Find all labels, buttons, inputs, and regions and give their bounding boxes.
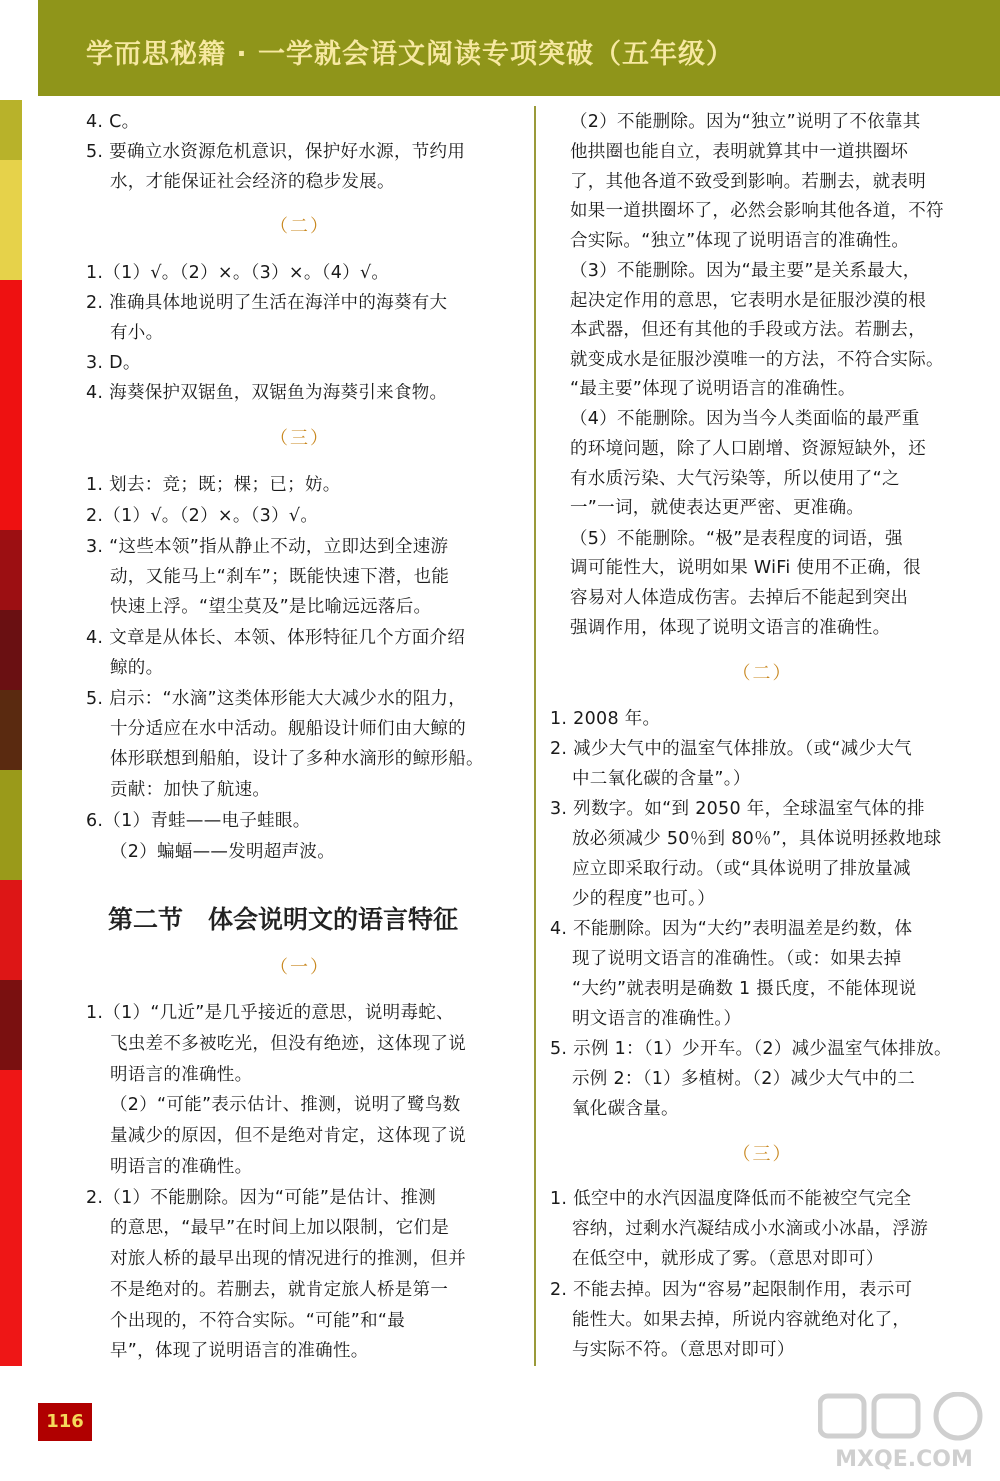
answer-line: 3. 列数字。如“到 2050 年，全球温室气体的排 — [550, 799, 925, 819]
answer-line: 明文语言的准确性。） — [572, 1009, 742, 1029]
answer-line: 体形联想到船舶，设计了多种水滴形的鲸形船。 — [110, 749, 484, 769]
answer-line: 明语言的准确性。 — [110, 1065, 253, 1085]
answer-line: 与实际不符。（意思对即可） — [572, 1340, 795, 1360]
answer-line: （3）不能删除。因为“最主要”是关系最大， — [570, 261, 921, 281]
svg-text:MXQE.COM: MXQE.COM — [835, 1447, 973, 1472]
answer-line: 1. 划去：竞；既；棵；已；妨。 — [86, 475, 341, 495]
answer-line: 明语言的准确性。 — [110, 1157, 253, 1177]
watermark-logo — [818, 1392, 990, 1472]
answer-line: （5）不能删除。“极”是表程度的词语，强 — [570, 529, 903, 549]
answer-line: 5. 要确立水资源危机意识，保护好水源，节约用 — [86, 142, 466, 162]
page-number: 116 — [38, 1403, 92, 1441]
answer-line: 早”，体现了说明语言的准确性。 — [110, 1341, 369, 1361]
answer-line: （2）蝙蝠——发明超声波。 — [110, 842, 336, 862]
answer-line: 了，其他各道不致受到影响。若删去，就表明 — [570, 172, 926, 192]
answer-line: 中二氧化碳的含量”。） — [572, 769, 751, 789]
answer-line: “最主要”体现了说明语言的准确性。 — [570, 379, 856, 399]
answer-line: 鲸的。 — [110, 658, 164, 678]
answer-line: 氧化碳含量。 — [572, 1099, 679, 1119]
answer-line: 调可能性大，说明如果 WiFi 使用不正确，很 — [570, 558, 921, 578]
answer-line: 合实际。“独立”体现了说明语言的准确性。 — [570, 231, 910, 251]
book-title: 学而思秘籍 · 一学就会语文阅读专项突破（五年级） — [86, 39, 735, 70]
answer-line: 1.（1）√。（2）×。（3）×。（4）√。 — [86, 263, 390, 283]
answer-line: 4. 海葵保护双锯鱼，双锯鱼为海葵引来食物。 — [86, 383, 448, 403]
answer-line: 1. 低空中的水汽因温度降低而不能被空气完全 — [550, 1189, 912, 1209]
answer-line: 动，又能马上“刹车”；既能快速下潜，也能 — [110, 567, 450, 587]
answer-line: 本武器，但还有其他的手段或方法。若删去， — [570, 320, 926, 340]
answer-line: 4. 不能删除。因为“大约”表明温差是约数，体 — [550, 919, 913, 939]
answer-line: 容纳，过剩水汽凝结成小水滴或小冰晶，浮游 — [572, 1219, 928, 1239]
answer-line: 快速上浮。“望尘莫及”是比喻远远落后。 — [110, 597, 432, 617]
answer-line: 起决定作用的意思，它表明水是征服沙漠的根 — [570, 291, 926, 311]
answer-line: 水，才能保证社会经济的稳步发展。 — [110, 172, 395, 192]
answer-line: “大约”就表明是确数 1 摄氏度，不能体现说 — [572, 979, 917, 999]
answer-line: 2. 不能去掉。因为“容易”起限制作用，表示可 — [550, 1280, 913, 1300]
answer-line: 在低空中，就形成了雾。（意思对即可） — [572, 1249, 884, 1269]
answer-line: 一”一词，就使表达更严密、更准确。 — [570, 498, 865, 518]
answer-line: 3. “这些本领”指从静止不动，立即达到全速游 — [86, 537, 449, 557]
section-label: （一） — [270, 957, 330, 978]
section-heading: 第二节 体会说明文的语言特征 — [108, 905, 459, 934]
answer-line: 有水质污染、大气污染等，所以使用了“之 — [570, 469, 900, 489]
answer-line: 5. 示例 1：（1）少开车。（2）减少温室气体排放。 — [550, 1039, 952, 1059]
answer-line: 2. 减少大气中的温室气体排放。（或“减少大气 — [550, 739, 912, 759]
answer-line: 1. 2008 年。 — [550, 709, 661, 729]
answer-line: （2）“可能”表示估计、推测，说明了鹭鸟数 — [110, 1095, 461, 1115]
answer-line: 2.（1）不能删除。因为“可能”是估计、推测 — [86, 1188, 437, 1208]
answer-line: 量减少的原因，但不是绝对肯定，这体现了说 — [110, 1126, 466, 1146]
answer-line: 对旅人桥的最早出现的情况进行的推测，但并 — [110, 1249, 466, 1269]
answer-line: 容易对人体造成伤害。去掉后不能起到突出 — [570, 588, 909, 608]
answer-line: 十分适应在水中活动。舰船设计师们由大鲸的 — [110, 719, 466, 739]
section-label: （三） — [732, 1144, 793, 1165]
answer-line: 5. 启示：“水滴”这类体形能大大减少水的阻力， — [86, 689, 467, 709]
answer-line: 贡献：加快了航速。 — [110, 780, 271, 800]
answer-line: 4. C。 — [86, 112, 140, 132]
answer-line: 现了说明文语言的准确性。（或：如果去掉 — [572, 949, 902, 969]
answer-line: 示例 2：（1）多植树。（2）减少大气中的二 — [572, 1069, 916, 1089]
answer-line: 强调作用，体现了说明文语言的准确性。 — [570, 618, 891, 638]
answer-line: 1.（1）“几近”是几乎接近的意思，说明毒蛇、 — [86, 1003, 454, 1023]
answer-line: 不是绝对的。若删去，就肯定旅人桥是第一 — [110, 1280, 449, 1300]
answer-line: （2）不能删除。因为“独立”说明了不依靠其 — [570, 112, 921, 132]
answer-line: 3. D。 — [86, 353, 141, 373]
answer-line: 的环境问题，除了人口剧增、资源短缺外，还 — [570, 439, 926, 459]
answer-line: 有小。 — [110, 323, 164, 343]
section-label: （三） — [270, 428, 330, 449]
answer-line: （4）不能删除。因为当今人类面临的最严重 — [570, 409, 920, 429]
answer-line: 能性大。如果去掉，所说内容就绝对化了， — [572, 1310, 911, 1330]
answer-line: 4. 文章是从体长、本领、体形特征几个方面介绍 — [86, 628, 466, 648]
column-divider — [534, 106, 536, 1366]
answer-line: 的意思，“最早”在时间上加以限制，它们是 — [110, 1218, 450, 1238]
answer-line: 少的程度”也可。） — [572, 889, 716, 909]
answer-line: 个出现的，不符合实际。“可能”和“最 — [110, 1311, 406, 1331]
answer-line: 他拱圈也能自立，表明就算其中一道拱圈坏 — [570, 142, 909, 162]
section-label: （二） — [732, 663, 793, 684]
answer-line: 2. 准确具体地说明了生活在海洋中的海葵有大 — [86, 293, 448, 313]
answer-line: 应立即采取行动。（或“具体说明了排放量减 — [572, 859, 911, 879]
answer-line: 就变成水是征服沙漠唯一的方法，不符合实际。 — [570, 350, 944, 370]
color-stripe — [0, 0, 22, 1366]
answer-line: 放必须减少 50％到 80％”，具体说明拯救地球 — [572, 829, 942, 849]
answer-line: 飞虫差不多被吃光，但没有绝迹，这体现了说 — [110, 1034, 466, 1054]
answer-line: 6.（1）青蛙——电子蛙眼。 — [86, 811, 311, 831]
section-label: （二） — [270, 216, 330, 237]
answer-line: 2.（1）√。（2）×。（3）√。 — [86, 506, 319, 526]
answer-line: 如果一道拱圈坏了，必然会影响其他各道，不符 — [570, 201, 944, 221]
